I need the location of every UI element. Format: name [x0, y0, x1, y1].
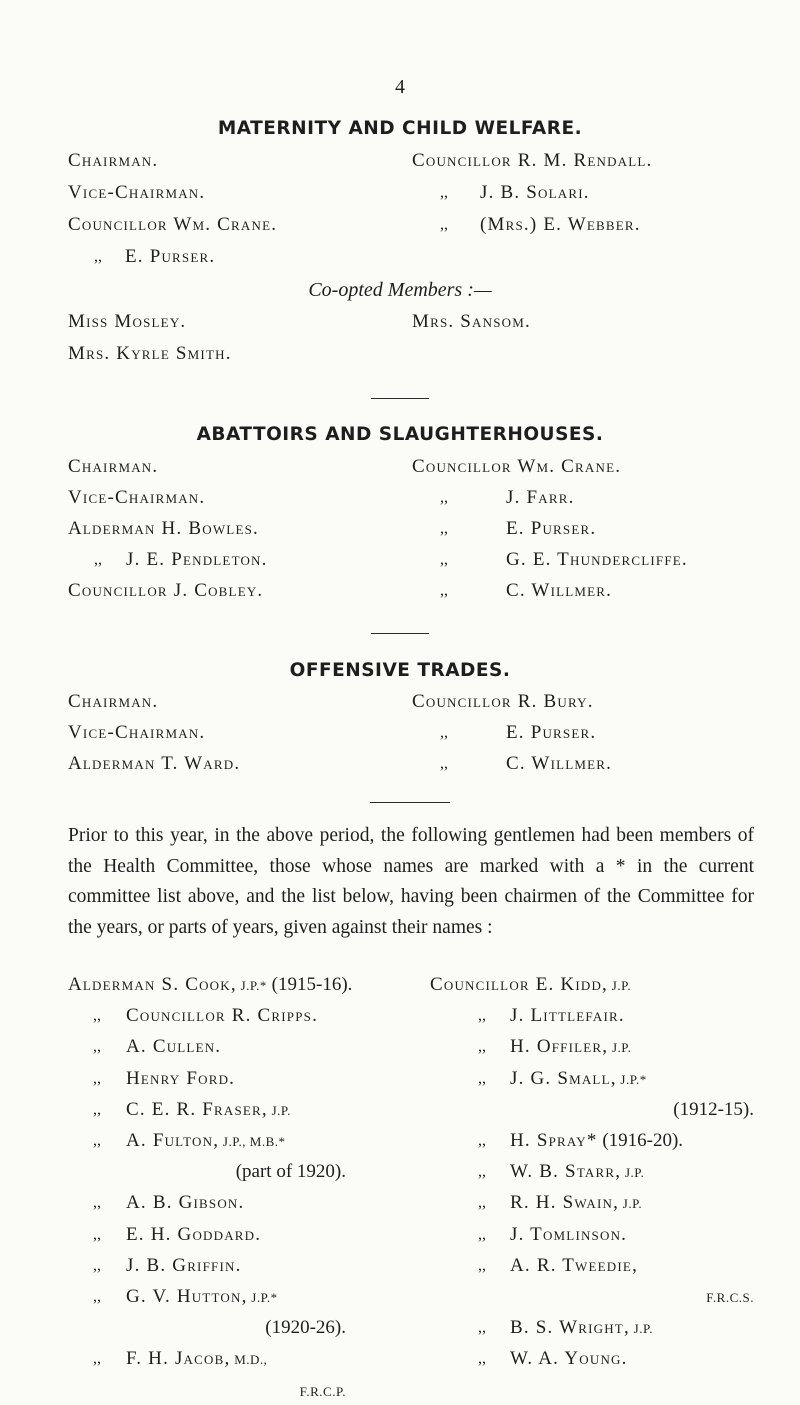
ditto-mark: ,,: [93, 1069, 101, 1087]
abattoirs-member: Alderman H. Bowles.: [68, 518, 259, 539]
abattoirs-member: J. Farr.: [506, 487, 575, 508]
abattoirs-heading: ABATTOIRS AND SLAUGHTERHOUSES.: [196, 424, 604, 445]
coopted-member: Mrs. Sansom.: [412, 311, 531, 332]
ditto-mark: ,,: [478, 1194, 486, 1212]
abattoirs-chairman-label: Chairman.: [68, 456, 159, 477]
abattoirs-member: J. E. Pendleton.: [126, 549, 268, 570]
intro-paragraph: Prior to this year, in the above period, the following gentlemen had been members of the Health Committee, those whose names are marked with a * in the current committee list above, and the list below, having been chairmen of the Committee for the years, or parts of years, given against their names :: [68, 825, 754, 938]
ditto-mark: ,,: [440, 582, 448, 599]
abattoirs-member: G. E. Thundercliffe.: [506, 549, 688, 570]
ditto-mark: ,,: [440, 184, 448, 201]
coopted-member: Miss Mosley.: [68, 311, 187, 332]
former-member-entry: A. B. Gibson.: [126, 1192, 245, 1214]
coopted-heading: Co-opted Members :—: [308, 279, 492, 301]
page-number: 4: [395, 76, 405, 98]
former-member-entry: W. B. Starr, J.P.: [510, 1161, 645, 1183]
abattoirs-member: Councillor Wm. Crane.: [412, 456, 622, 477]
ditto-mark: ,,: [440, 216, 448, 233]
former-member-entry: F.R.C.P.: [299, 1383, 346, 1399]
ditto-mark: ,,: [478, 1319, 486, 1337]
abattoirs-member: Councillor J. Cobley.: [68, 580, 264, 601]
former-member-entry: F. H. Jacob, M.D.,: [126, 1348, 268, 1370]
abattoirs-member: E. Purser.: [506, 518, 597, 539]
section-divider: [371, 398, 429, 399]
ditto-mark: ,,: [478, 1350, 486, 1368]
former-member-entry: H. Spray* (1916-20).: [510, 1130, 684, 1151]
ditto-mark: ,,: [93, 1225, 101, 1243]
former-member-entry: W. A. Young.: [510, 1348, 628, 1370]
ditto-mark: ,,: [478, 1132, 486, 1149]
maternity-member: Councillor Wm. Crane.: [68, 214, 278, 235]
ditto-mark: ,,: [478, 1225, 486, 1243]
former-member-entry: A. R. Tweedie,: [510, 1254, 639, 1276]
ditto-mark: ,,: [478, 1038, 486, 1056]
former-member-entry: G. V. Hutton, J.P.*: [126, 1286, 278, 1307]
ditto-mark: ,,: [440, 520, 448, 537]
former-member-entry: Henry Ford.: [126, 1067, 236, 1089]
ditto-mark: ,,: [93, 1038, 101, 1056]
former-member-entry: J. B. Griffin.: [126, 1254, 242, 1276]
maternity-member: J. B. Solari.: [480, 182, 590, 203]
former-member-entry: J. G. Small, J.P.*: [510, 1067, 647, 1089]
offensive-member: Councillor R. Bury.: [412, 691, 594, 712]
former-member-entry: F.R.C.S.: [706, 1290, 754, 1305]
offensive-vice-chairman-label: Vice-Chairman.: [68, 722, 206, 743]
offensive-member: Alderman T. Ward.: [68, 753, 241, 774]
ditto-mark: ,,: [93, 1100, 101, 1118]
abattoirs-vice-chairman-label: Vice-Chairman.: [68, 487, 206, 508]
former-member-entry: H. Offiler, J.P.: [510, 1036, 632, 1058]
ditto-mark: ,,: [94, 248, 102, 265]
maternity-member: E. Purser.: [125, 246, 216, 267]
former-member-entry: (part of 1920).: [235, 1161, 346, 1183]
offensive-member: E. Purser.: [506, 722, 597, 743]
ditto-mark: ,,: [440, 755, 448, 772]
former-member-entry: R. H. Swain, J.P.: [510, 1192, 643, 1214]
ditto-mark: ,,: [93, 1256, 101, 1274]
maternity-chairman-label: Chairman.: [68, 150, 159, 171]
former-member-entry: Councillor R. Cripps.: [126, 1005, 319, 1027]
ditto-mark: ,,: [93, 1350, 101, 1368]
ditto-mark: ,,: [478, 1069, 486, 1087]
ditto-mark: ,,: [478, 1007, 486, 1025]
ditto-mark: ,,: [440, 489, 448, 506]
section-divider: [371, 633, 429, 634]
ditto-mark: ,,: [93, 1007, 101, 1025]
former-member-entry: Councillor E. Kidd, J.P.: [430, 974, 632, 995]
ditto-mark: ,,: [440, 551, 448, 568]
ditto-mark: ,,: [93, 1132, 101, 1149]
former-member-entry: B. S. Wright, J.P.: [510, 1317, 654, 1339]
offensive-member: C. Willmer.: [506, 753, 613, 774]
maternity-heading: MATERNITY AND CHILD WELFARE.: [217, 118, 583, 139]
ditto-mark: ,,: [93, 1288, 101, 1305]
former-member-entry: Alderman S. Cook, J.P.* (1915-16).: [68, 974, 353, 995]
ditto-mark: ,,: [93, 1194, 101, 1212]
maternity-member: Councillor R. M. Rendall.: [412, 150, 653, 171]
former-member-entry: C. E. R. Fraser, J.P.: [126, 1098, 291, 1120]
maternity-member: (Mrs.) E. Webber.: [480, 214, 641, 235]
maternity-vice-chairman-label: Vice-Chairman.: [68, 182, 206, 203]
section-divider: [370, 802, 450, 803]
abattoirs-member: C. Willmer.: [506, 580, 613, 601]
ditto-mark: ,,: [440, 724, 448, 741]
former-member-entry: E. H. Goddard.: [126, 1223, 262, 1245]
offensive-heading: OFFENSIVE TRADES.: [289, 660, 511, 681]
coopted-member: Mrs. Kyrle Smith.: [68, 343, 232, 364]
former-member-entry: (1912-15).: [673, 1098, 754, 1120]
former-member-entry: J. Littlefair.: [510, 1005, 625, 1027]
former-member-entry: A. Fulton, J.P., M.B.*: [126, 1130, 286, 1151]
ditto-mark: ,,: [478, 1256, 486, 1274]
ditto-mark: ,,: [94, 551, 102, 568]
former-member-entry: A. Cullen.: [126, 1036, 222, 1058]
former-member-entry: (1920-26).: [265, 1317, 346, 1339]
ditto-mark: ,,: [478, 1163, 486, 1181]
former-member-entry: J. Tomlinson.: [510, 1223, 628, 1245]
offensive-chairman-label: Chairman.: [68, 691, 159, 712]
